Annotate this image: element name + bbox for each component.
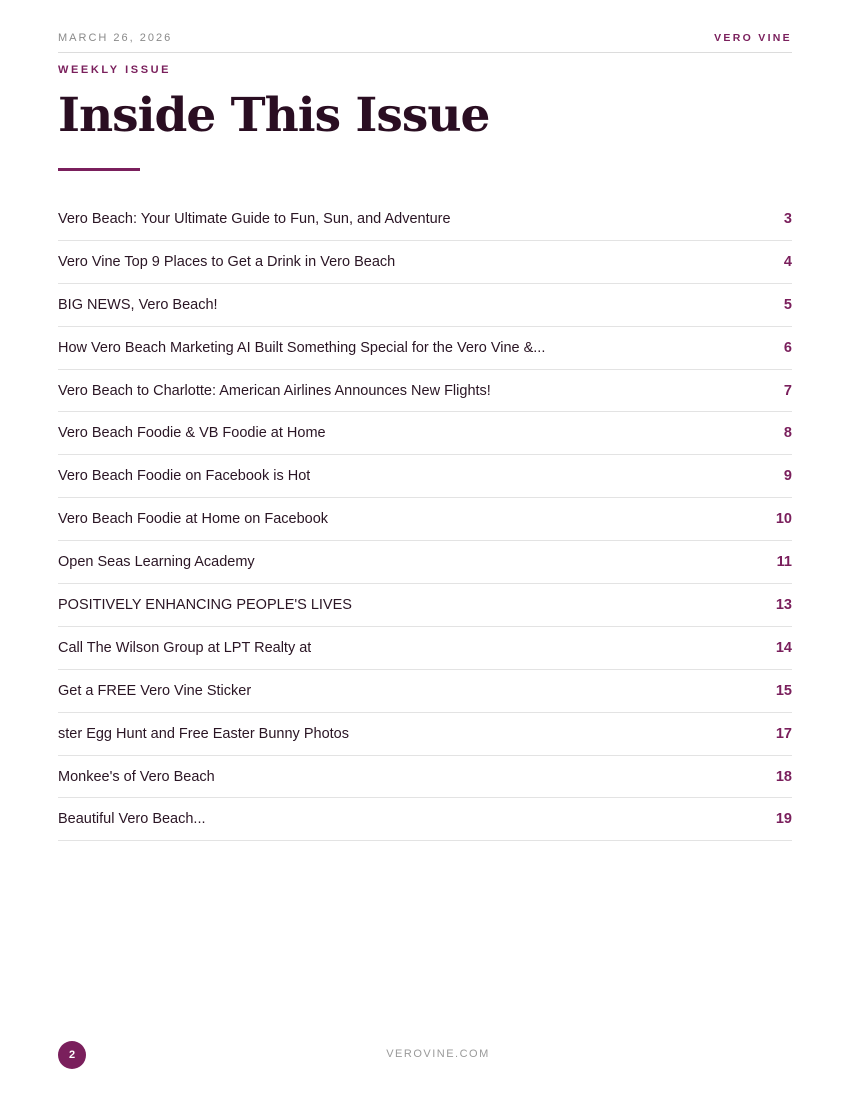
toc-item-page: 3	[783, 211, 792, 227]
toc-item[interactable]	[58, 327, 792, 370]
toc-item-title: Vero Beach: Your Ultimate Guide to Fun, Sun, and Adventure	[58, 211, 451, 227]
toc-item-page: 5	[783, 296, 792, 313]
toc-item-page: 13	[775, 597, 792, 614]
toc-item-page: 14	[775, 639, 792, 656]
toc-item-title: Open Seas Learning Academy	[58, 554, 255, 571]
title-underline	[58, 168, 140, 171]
issue-date: MARCH 26, 2026	[58, 32, 173, 44]
toc-item-title: BIG NEWS, Vero Beach!	[58, 296, 218, 313]
toc-item-title: Vero Vine Top 9 Places to Get a Drink in Vero Beach	[58, 253, 396, 270]
toc-item-page: 11	[776, 554, 792, 571]
toc-item-page: 6	[783, 339, 792, 356]
toc-item-title: Monkee's of Vero Beach	[58, 768, 215, 785]
table-of-contents	[58, 198, 792, 841]
toc-item-page: 17	[775, 725, 792, 742]
toc-item-page: 18	[775, 768, 792, 785]
toc-item-page: 15	[775, 682, 792, 699]
section-kicker: WEEKLY ISSUE	[58, 64, 172, 76]
toc-item[interactable]	[58, 412, 792, 455]
toc-item-title: Beautiful Vero Beach...	[58, 811, 206, 828]
page-number-badge: 2	[58, 1041, 86, 1069]
footer-site-url[interactable]: VEROVINE.COM	[386, 1048, 490, 1060]
page-title: Inside This Issue	[58, 88, 490, 143]
toc-item-title: How Vero Beach Marketing AI Built Something Special for the Vero Vine &...	[58, 339, 546, 356]
toc-item[interactable]	[58, 584, 792, 627]
page-header	[58, 30, 792, 53]
toc-item-page: 10	[775, 511, 792, 528]
toc-item[interactable]	[58, 670, 792, 713]
toc-item-title: Vero Beach Foodie on Facebook is Hot	[58, 468, 311, 485]
toc-item[interactable]	[58, 198, 792, 241]
toc-item[interactable]	[58, 370, 792, 413]
toc-item[interactable]	[58, 284, 792, 327]
toc-item[interactable]	[58, 798, 792, 841]
toc-item[interactable]	[58, 627, 792, 670]
toc-item[interactable]	[58, 756, 792, 799]
toc-item-title: Call The Wilson Group at LPT Realty at	[58, 639, 312, 656]
toc-item-title: ster Egg Hunt and Free Easter Bunny Photos	[58, 725, 349, 742]
toc-item-title: Vero Beach to Charlotte: American Airlines Announces New Flights!	[58, 382, 491, 399]
toc-item-title: Vero Beach Foodie at Home on Facebook	[58, 511, 329, 528]
page	[58, 0, 792, 1100]
toc-item-page: 19	[775, 811, 792, 828]
toc-item-page: 9	[783, 468, 792, 485]
toc-item[interactable]	[58, 241, 792, 284]
toc-item-page: 8	[783, 425, 792, 442]
toc-item[interactable]	[58, 713, 792, 756]
toc-item-page: 4	[783, 253, 792, 270]
brand-name: VERO VINE	[714, 32, 792, 44]
toc-item-title: Get a FREE Vero Vine Sticker	[58, 682, 252, 699]
toc-item-page: 7	[783, 382, 792, 399]
toc-item-title: Vero Beach Foodie & VB Foodie at Home	[58, 425, 326, 442]
toc-item[interactable]	[58, 541, 792, 584]
toc-item-title: POSITIVELY ENHANCING PEOPLE'S LIVES	[58, 597, 352, 614]
toc-item[interactable]	[58, 455, 792, 498]
toc-item[interactable]	[58, 498, 792, 541]
